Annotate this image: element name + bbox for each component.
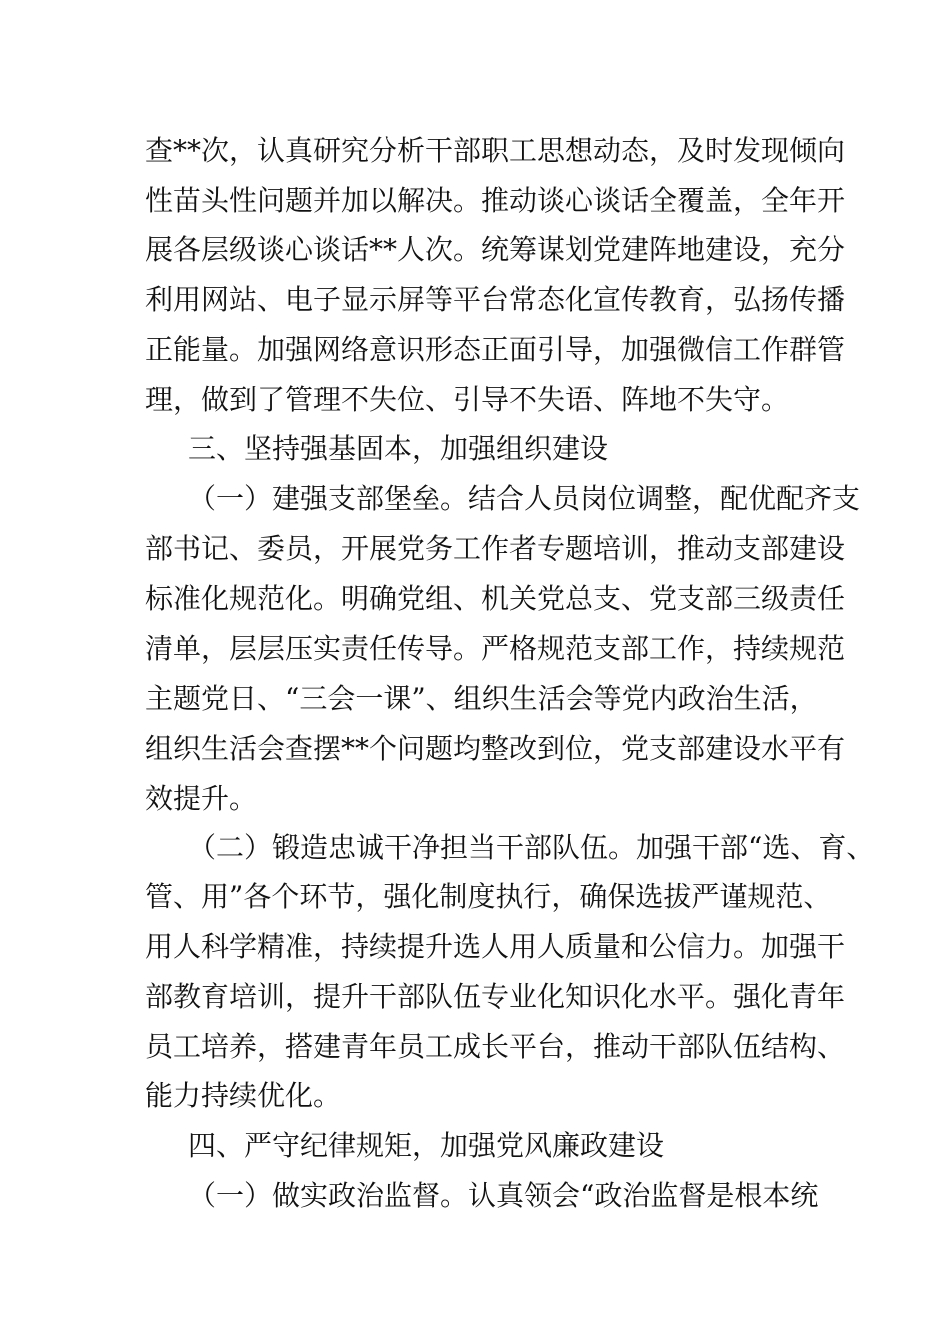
body-text-line: 部书记、委员，开展党务工作者专题培训，推动支部建设: [145, 532, 846, 565]
body-text-line: 效提升。: [145, 782, 258, 815]
body-text-line: 展各层级谈心谈话**人次。统筹谋划党建阵地建设，充分: [145, 233, 846, 266]
body-text-line: 查**次，认真研究分析干部职工思想动态，及时发现倾向: [145, 134, 846, 167]
section-heading: 四、严守纪律规矩，加强党风廉政建设: [188, 1129, 665, 1162]
body-text-line: 员工培养，搭建青年员工成长平台，推动干部队伍结构、: [145, 1030, 846, 1063]
body-text-line: 用人科学精准，持续提升选人用人质量和公信力。加强干: [145, 930, 846, 963]
subsection-heading-line: （二）锻造忠诚干净担当干部队伍。加强干部“选、育、: [188, 831, 875, 864]
body-text-line: 正能量。加强网络意识形态正面引导，加强微信工作群管: [145, 333, 846, 366]
body-text-line: 理，做到了管理不失位、引导不失语、阵地不失守。: [145, 383, 790, 416]
body-text-line: 性苗头性问题并加以解决。推动谈心谈话全覆盖，全年开: [145, 184, 846, 217]
body-text-line: 组织生活会查摆**个问题均整改到位，党支部建设水平有: [145, 732, 846, 765]
subsection-heading-line: （一）做实政治监督。认真领会“政治监督是根本统: [188, 1179, 819, 1212]
body-text-line: 清单，层层压实责任传导。严格规范支部工作，持续规范: [145, 632, 846, 665]
body-text-line: 标准化规范化。明确党组、机关党总支、党支部三级责任: [145, 582, 846, 615]
subsection-heading-line: （一）建强支部堡垒。结合人员岗位调整，配优配齐支: [188, 482, 861, 515]
body-text-line: 能力持续优化。: [145, 1079, 342, 1112]
body-text-line: 利用网站、电子显示屏等平台常态化宣传教育，弘扬传播: [145, 283, 846, 316]
body-text-line: 管、用”各个环节，强化制度执行，确保选拔严谨规范、: [145, 880, 832, 913]
section-heading: 三、坚持强基固本，加强组织建设: [188, 432, 609, 465]
body-text-line: 部教育培训，提升干部队伍专业化知识化水平。强化青年: [145, 980, 846, 1013]
body-text-line: 主题党日、“三会一课”、组织生活会等党内政治生活，: [145, 682, 818, 715]
